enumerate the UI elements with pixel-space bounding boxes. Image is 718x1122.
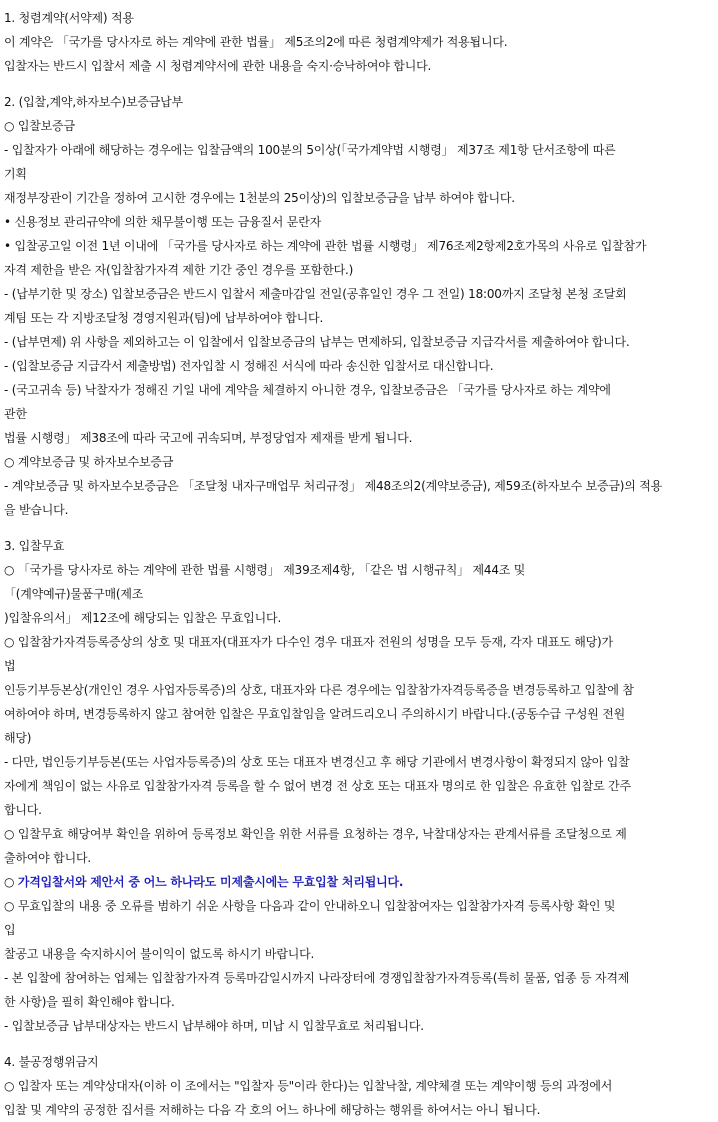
document-line: ○ 입찰자 또는 계약상대자(이하 이 조에서는 "입찰자 등"이라 한다)는 입찰낙찰, 계약체결 또는 계약이행 등의 과정에서 [4, 1079, 613, 1093]
document-line: ○ 계약보증금 및 하자보수보증금 [4, 455, 174, 469]
document-line: 합니다. [4, 803, 42, 817]
document-line: - 본 입찰에 참여하는 업체는 입찰참가자격 등록마감일시까지 나라장터에 경쟁입찰참가자격등록(특히 물품, 업종 등 자격제 [4, 971, 630, 985]
document-line: ○ 입찰무효 해당여부 확인을 위하여 등록정보 확인을 위한 서류를 요청하는 경우, 낙찰대상자는 관계서류를 조달청으로 제 [4, 827, 627, 841]
section-spacer [4, 78, 716, 90]
document-line: 1. 청렴계약(서약제) 적용 [4, 11, 134, 25]
document-line: 이 계약은 「국가를 당사자로 하는 계약에 관한 법률」 제5조의2에 따른 청렴계약제가 적용됩니다. [4, 35, 508, 49]
document-line: 관한 [4, 407, 27, 421]
document-line [4, 870, 716, 894]
document-line: 자격 제한을 받은 자(입찰참가자격 제한 기간 중인 경우를 포함한다.) [4, 263, 354, 277]
document-line: - (납부면제) 위 사항을 제외하고는 이 입찰에서 입찰보증금의 납부는 면제하되, 입찰보증금 지급각서를 제출하여야 합니다. [4, 335, 630, 349]
document-line: 해당) [4, 731, 32, 745]
document-line: ○ 무효입찰의 내용 중 오류를 범하기 쉬운 사항을 다음과 같이 안내하오니 입찰참여자는 입찰참가자격 등록사항 확인 및 [4, 899, 616, 913]
document-line: - 다만, 법인등기부등본(또는 사업자등록증)의 상호 또는 대표자 변경신고 후 해당 기관에서 변경사항이 확정되지 않아 입찰 [4, 755, 630, 769]
document-line: 입 [4, 923, 16, 937]
section-spacer [4, 522, 716, 534]
document-line: 법 [4, 659, 16, 673]
document-line: 을 받습니다. [4, 503, 69, 517]
document-line: 한 사항)을 필히 확인해야 합니다. [4, 995, 175, 1009]
document-line: 입찰자는 반드시 입찰서 제출 시 청렴계약서에 관한 내용을 숙지·승낙하여야 합니다. [4, 59, 432, 73]
document-line: 인등기부등본상(개인인 경우 사업자등록증)의 상호, 대표자와 다른 경우에는 입찰참가자격등록증을 변경등록하고 입찰에 참 [4, 683, 634, 697]
document-line: 계팀 또는 각 지방조달청 경영지원과(팀)에 납부하여야 합니다. [4, 311, 324, 325]
document-line: • 입찰공고일 이전 1년 이내에 「국가를 당사자로 하는 계약에 관한 법률 시행령」 제76조제2항제2호가목의 사유로 입찰참가 [4, 239, 647, 253]
document-line: 2. (입찰,계약,하자보수)보증금납부 [4, 95, 183, 109]
document-line: - (입찰보증금 지급각서 제출방법) 전자입찰 시 정해진 서식에 따라 송신한 입찰서로 대신합니다. [4, 359, 494, 373]
document-line: - 계약보증금 및 하자보수보증금은 「조달청 내자구매업무 처리규정」 제48조의2(계약보증금), 제59조(하자보수 보증금)의 적용 [4, 479, 663, 493]
document-line: 여하여야 하며, 변경등록하지 않고 참여한 입찰은 무효입찰임을 알려드리오니 주의하시기 바랍니다.(공동수급 구성원 전원 [4, 707, 626, 721]
document-line: ○ 입찰보증금 [4, 119, 75, 133]
document-line: 「(계약예규)물품구매(제조 [4, 587, 144, 601]
document-line: ○ 입찰참가자격등록증상의 상호 및 대표자(대표자가 다수인 경우 대표자 전원의 성명을 모두 등재, 각자 대표도 해당)가 [4, 635, 613, 649]
document-line: 기획 [4, 167, 27, 181]
document-line: - 입찰보증금 납부대상자는 반드시 납부해야 하며, 미납 시 입찰무효로 처리됩니다. [4, 1019, 424, 1033]
document-line: 3. 입찰무효 [4, 539, 65, 553]
document-line: 자에게 책임이 없는 사유로 입찰참가자격 등록을 할 수 없어 변경 전 상호 또는 대표자 명의로 한 입찰은 유효한 입찰로 간주 [4, 779, 631, 793]
document-line: 법률 시행령」 제38조에 따라 국고에 귀속되며, 부정당업자 제재를 받게 됩니다. [4, 431, 413, 445]
document-line: )입찰유의서」 제12조에 해당되는 입찰은 무효입니다. [4, 611, 282, 625]
document-line: 4. 불공정행위금지 [4, 1055, 99, 1069]
emphasized-notice: 가격입찰서와 제안서 중 어느 하나라도 미제출시에는 무효입찰 처리됩니다. [17, 875, 404, 889]
document-line: 재정부장관이 기간을 정하여 고시한 경우에는 1천분의 25이상)의 입찰보증금을 납부 하여야 합니다. [4, 191, 515, 205]
bullet-marker: ○ [4, 875, 18, 889]
document-line: - (국고귀속 등) 낙찰자가 정해진 기일 내에 계약을 체결하지 아니한 경우, 입찰보증금은 「국가를 당사자로 하는 계약에 [4, 383, 611, 397]
section-spacer [4, 1038, 716, 1050]
document-line: - (납부기한 및 장소) 입찰보증금은 반드시 입찰서 제출마감일 전일(공휴일인 경우 그 전일) 18:00까지 조달청 본청 조달회 [4, 287, 627, 301]
document-line: 입찰 및 계약의 공정한 집서를 저해하는 다음 각 호의 어느 하나에 해당하는 행위를 하여서는 아니 됩니다. [4, 1103, 541, 1117]
document-line: ○ 「국가를 당사자로 하는 계약에 관한 법률 시행령」 제39조제4항, 「같은 법 시행규칙」 제44조 및 [4, 563, 526, 577]
document-line: - 입찰자가 아래에 해당하는 경우에는 입찰금액의 100분의 5이상(「국가계약법 시행령」 제37조 제1항 단서조항에 따른 [4, 143, 616, 157]
document-line: 찰공고 내용을 숙지하시어 불이익이 없도록 하시기 바랍니다. [4, 947, 315, 961]
document-line: 출하여야 합니다. [4, 851, 91, 865]
document-line: • 신용정보 관리규약에 의한 채무불이행 또는 금융질서 문란자 [4, 215, 321, 229]
